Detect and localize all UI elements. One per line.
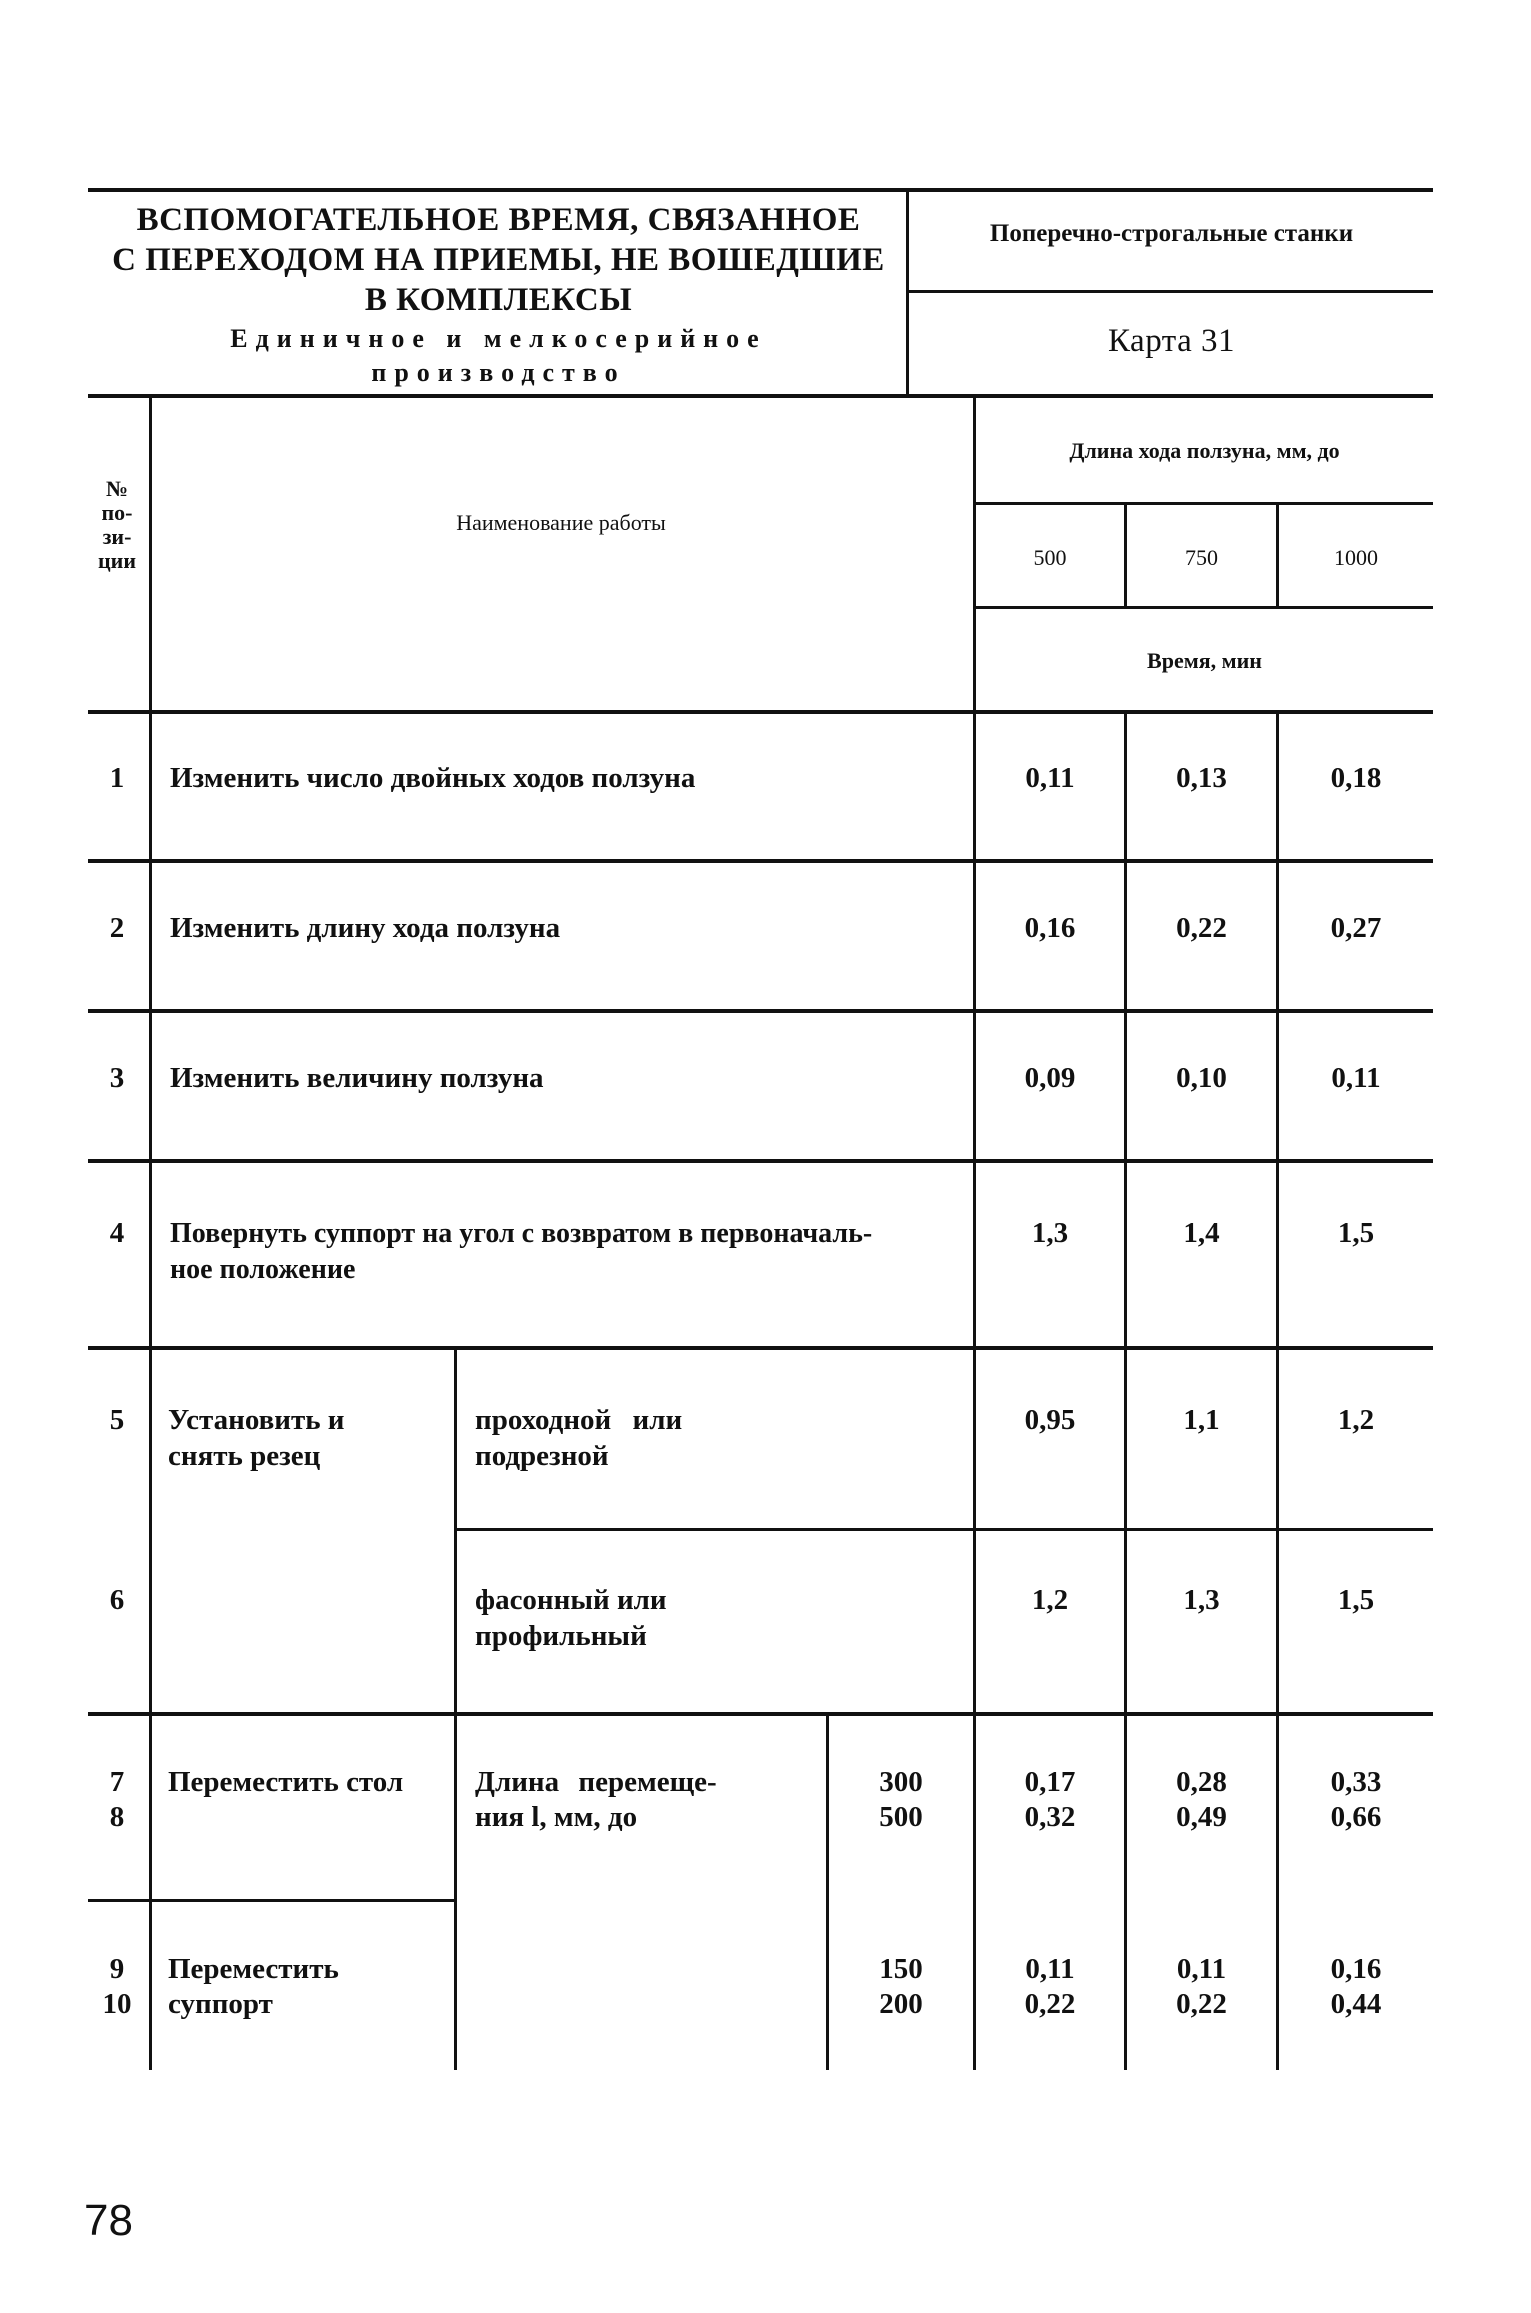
row-5-position: 5 (109, 1404, 125, 1436)
row-2-value-500: 0,16 (1024, 912, 1076, 944)
row-3-position: 3 (109, 1062, 125, 1094)
row-4-value-750: 1,4 (1183, 1217, 1220, 1249)
row-3-bottom-rule (88, 1159, 1433, 1163)
row-2-bottom-rule (88, 1009, 1433, 1013)
row-10-length: 200 (879, 1988, 923, 2020)
col-number-divider (149, 394, 152, 2070)
row-7-position: 7 (109, 1766, 125, 1798)
row-10-value-500: 0,22 (1024, 1988, 1076, 2020)
row-4-value-1000: 1,5 (1337, 1217, 1375, 1249)
document-title-line-2: С ПЕРЕХОДОМ НА ПРИЕМЫ, НЕ ВОШЕДШИЕ (112, 242, 885, 278)
row-4-bottom-rule (88, 1346, 1433, 1350)
row-1-value-500: 0,11 (1025, 762, 1075, 794)
stroke-750-header: 750 (1185, 545, 1218, 570)
row-10-value-750: 0,22 (1176, 1988, 1227, 2020)
machine-type: Поперечно-строгальные станки (989, 220, 1354, 247)
row-5-value-750: 1,1 (1183, 1404, 1220, 1436)
production-type-line-2: производство (371, 358, 626, 387)
row-3-name: Изменить величину ползуна (170, 1062, 544, 1094)
row-6-sub-line-1: фасонный или (475, 1584, 667, 1616)
move-table-label: Переместить стол (168, 1766, 404, 1798)
row-1-name: Изменить число двойных ходов ползуна (170, 762, 696, 794)
row-6-value-500: 1,2 (1031, 1584, 1069, 1616)
row-2-name: Изменить длину хода ползуна (170, 912, 561, 944)
header-right-rule (906, 290, 1433, 293)
time-unit-header: Время, мин (1147, 648, 1262, 673)
document-title-line-3: В КОМПЛЕКСЫ (364, 282, 633, 318)
header-bottom-rule (88, 394, 1433, 398)
row-9-value-750: 0,11 (1176, 1953, 1227, 1985)
row-7-value-500: 0,17 (1024, 1766, 1076, 1798)
row-1-position: 1 (109, 762, 125, 794)
table-header-bottom-rule (88, 710, 1433, 714)
row-7-value-750: 0,28 (1176, 1766, 1227, 1798)
row-5-sub-line-2: подрезной (475, 1440, 609, 1472)
row-5-bottom-rule (454, 1528, 1433, 1531)
row-10-position: 10 (102, 1988, 132, 2020)
col-number-header-1: № (105, 476, 129, 501)
production-type-line-1: Единичное и мелкосерийное (230, 324, 767, 353)
row-8-value-500: 0,32 (1024, 1801, 1076, 1833)
col-number-header-4: ции (97, 548, 137, 573)
row-4-position: 4 (109, 1217, 125, 1249)
row-8-value-1000: 0,66 (1330, 1801, 1382, 1833)
row-1-bottom-rule (88, 859, 1433, 863)
row-3-value-1000: 0,11 (1331, 1062, 1381, 1094)
row-9-position: 9 (109, 1953, 125, 1985)
row-8-value-750: 0,49 (1176, 1801, 1227, 1833)
stroke-500-header: 500 (1033, 545, 1067, 570)
header-top-rule (88, 188, 1433, 192)
row-10-value-1000: 0,44 (1330, 1988, 1382, 2020)
row-6-value-750: 1,3 (1183, 1584, 1220, 1616)
move-support-label-line-1: Переместить (168, 1953, 339, 1985)
row-1-value-750: 0,13 (1176, 762, 1227, 794)
row-9-value-1000: 0,16 (1330, 1953, 1382, 1985)
row-4-name-line-1: Повернуть суппорт на угол с возвратом в первоначаль- (170, 1218, 873, 1249)
row-5-group-line-1: Установить и (168, 1404, 345, 1436)
row-9-value-500: 0,11 (1025, 1953, 1075, 1985)
row-3-value-500: 0,09 (1024, 1062, 1076, 1094)
row-6-bottom-rule (88, 1712, 1433, 1716)
col-name-header: Наименование работы (456, 510, 666, 535)
row-5-value-1000: 1,2 (1337, 1404, 1375, 1436)
group-divider (454, 1346, 457, 2070)
row-8-position: 8 (109, 1801, 125, 1833)
move-length-label-line-2: ния l, мм, до (475, 1801, 638, 1833)
row-9-length: 150 (879, 1953, 923, 1985)
row-2-position: 2 (109, 912, 125, 944)
col-number-header-3: зи- (102, 524, 132, 549)
page-number: 78 (84, 2196, 133, 2245)
stroke-values-rule (973, 606, 1433, 609)
row-2-value-750: 0,22 (1176, 912, 1227, 944)
row-6-value-1000: 1,5 (1337, 1584, 1375, 1616)
row-4-name-line-2: ное положение (170, 1254, 356, 1285)
row-1-value-1000: 0,18 (1330, 762, 1382, 794)
row-4-value-500: 1,3 (1031, 1217, 1069, 1249)
move-length-label-line-1: Длина перемеще- (475, 1766, 717, 1798)
row-2-value-1000: 0,27 (1330, 912, 1382, 944)
col-number-header-2: по- (101, 500, 133, 525)
card-number: Карта 31 (1107, 323, 1235, 359)
stroke-length-header: Длина хода ползуна, мм, до (1069, 438, 1340, 463)
row-7-value-1000: 0,33 (1330, 1766, 1382, 1798)
row-6-sub-line-2: профильный (475, 1620, 647, 1652)
move-support-label-line-2: суппорт (168, 1988, 273, 2020)
document-title-line-1: ВСПОМОГАТЕЛЬНОЕ ВРЕМЯ, СВЯЗАННОЕ (136, 202, 861, 238)
row-5-group-line-2: снять резец (168, 1440, 321, 1472)
row-8-length: 500 (879, 1801, 923, 1833)
row-3-value-750: 0,10 (1176, 1062, 1227, 1094)
row-6-position: 6 (109, 1584, 125, 1616)
row-8-bottom-rule (88, 1899, 454, 1902)
row-5-sub-line-1: проходной или (475, 1404, 683, 1436)
stroke-header-rule (973, 502, 1433, 505)
row-7-length: 300 (879, 1766, 923, 1798)
stroke-1000-header: 1000 (1334, 545, 1378, 570)
row-5-value-500: 0,95 (1024, 1404, 1076, 1436)
